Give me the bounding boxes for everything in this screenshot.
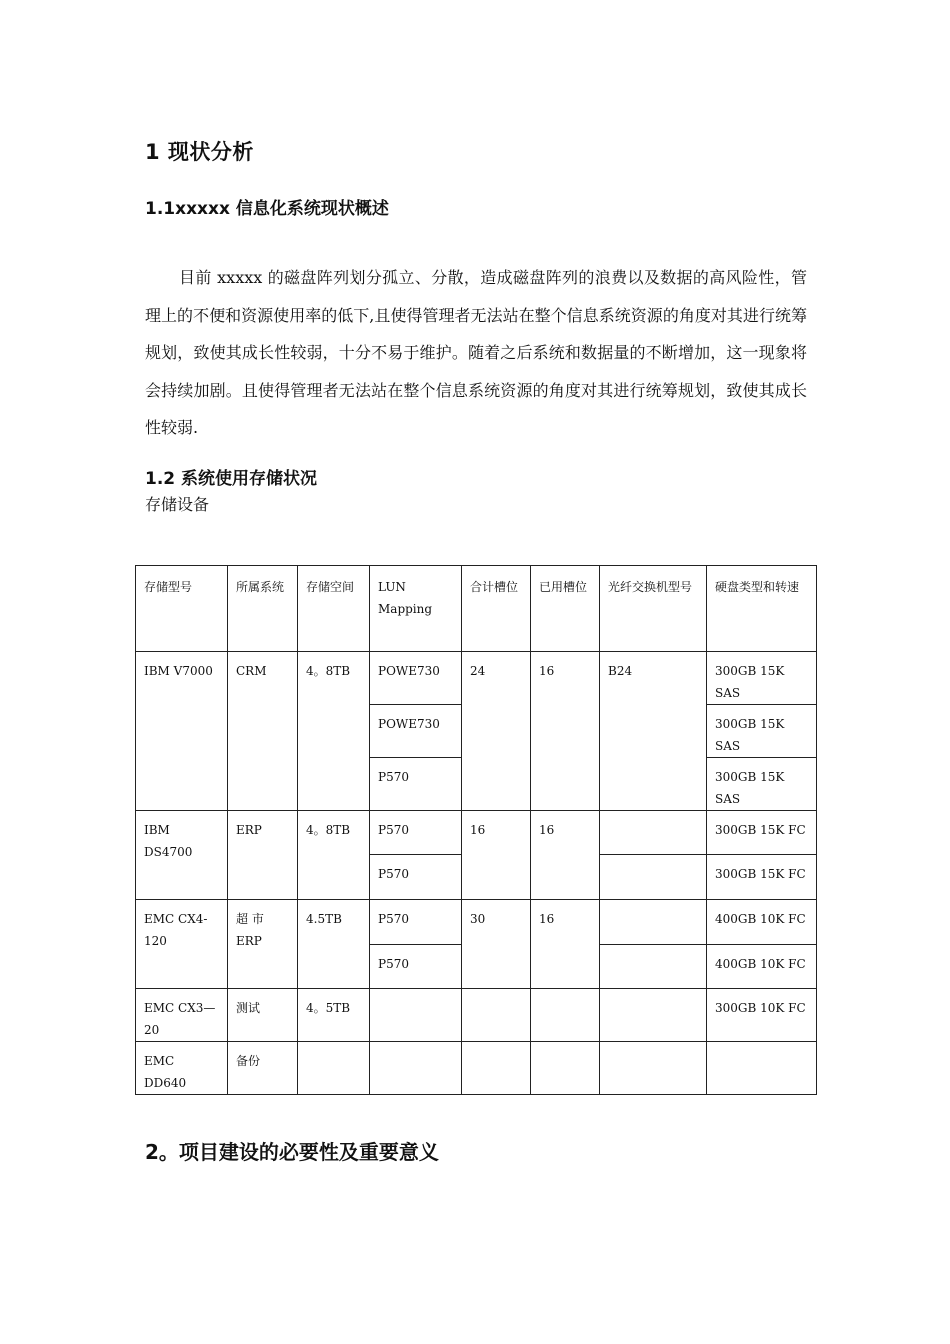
disk-cell: 400GB 10K FC (707, 900, 817, 945)
space-cell: 4。8TB (298, 811, 370, 900)
space-cell (298, 1042, 370, 1095)
model-cell: EMC CX3—20 (136, 989, 228, 1042)
section-2-heading: 2。项目建设的必要性及重要意义 (145, 1140, 439, 1164)
table-header-row (136, 566, 817, 652)
total-slots-cell: 16 (462, 811, 531, 900)
used-slots-cell: 16 (531, 900, 600, 989)
system-cell: ERP (228, 811, 298, 900)
system-cell: 超 市 ERP (228, 900, 298, 989)
header-cell: LUN Mapping (370, 566, 462, 652)
system-cell: CRM (228, 652, 298, 811)
switch-cell (600, 900, 707, 945)
switch-cell (600, 989, 707, 1042)
header-cell: 硬盘类型和转速 (707, 566, 817, 652)
lun-cell: P570 (370, 855, 462, 900)
lun-cell: POWE730 (370, 705, 462, 758)
disk-cell: 300GB 15K SAS (707, 652, 817, 705)
switch-cell (600, 945, 707, 989)
used-slots-cell: 16 (531, 652, 600, 811)
model-cell: EMC CX4-120 (136, 900, 228, 989)
section-1-1-paragraph: 目前 xxxxx 的磁盘阵列划分孤立、分散，造成磁盘阵列的浪费以及数据的高风险性，管理上的不便和资源使用率的低下,且使得管理者无法站在整个信息系统资源的角度对其进行统筹规划，致使其成长性较弱，十分不易于维护。随着之后系统和数据量的不断增加，这一现象将会持续加剧。且使得管理者无法站在整个信息系统资源的角度对其进行统筹规划，致使其成长性较弱. (145, 268, 807, 437)
header-cell: 光纤交换机型号 (600, 566, 707, 652)
total-slots-cell (462, 989, 531, 1042)
total-slots-cell: 30 (462, 900, 531, 989)
lun-cell (370, 989, 462, 1042)
space-cell: 4。5TB (298, 989, 370, 1042)
header-cell: 已用槽位 (531, 566, 600, 652)
lun-cell (370, 1042, 462, 1095)
table-row (136, 652, 817, 705)
system-cell: 测试 (228, 989, 298, 1042)
switch-cell: B24 (600, 652, 707, 811)
total-slots-cell (462, 1042, 531, 1095)
lun-cell: POWE730 (370, 652, 462, 705)
header-cell: 存储型号 (136, 566, 228, 652)
storage-devices-label: 存储设备 (145, 495, 210, 514)
section-1-1-heading: 1.1xxxxx 信息化系统现状概述 (145, 199, 389, 219)
table-row (136, 989, 817, 1042)
model-cell: EMC DD640 (136, 1042, 228, 1095)
section-1-2-heading: 1.2 系统使用存储状况 (145, 469, 318, 489)
system-cell: 备份 (228, 1042, 298, 1095)
model-cell: IBM V7000 (136, 652, 228, 811)
lun-cell: P570 (370, 900, 462, 945)
disk-cell: 300GB 15K SAS (707, 705, 817, 758)
storage-table (135, 565, 817, 1095)
switch-cell (600, 855, 707, 900)
disk-cell: 400GB 10K FC (707, 945, 817, 989)
header-cell: 所属系统 (228, 566, 298, 652)
space-cell: 4.5TB (298, 900, 370, 989)
lun-cell: P570 (370, 945, 462, 989)
disk-cell: 300GB 15K SAS (707, 758, 817, 811)
space-cell: 4。8TB (298, 652, 370, 811)
lun-cell: P570 (370, 811, 462, 855)
disk-cell (707, 1042, 817, 1095)
header-cell: 存储空间 (298, 566, 370, 652)
table-row (136, 811, 817, 855)
disk-cell: 300GB 15K FC (707, 811, 817, 855)
total-slots-cell: 24 (462, 652, 531, 811)
switch-cell (600, 1042, 707, 1095)
table-row (136, 1042, 817, 1095)
switch-cell (600, 811, 707, 855)
header-cell: 合计槽位 (462, 566, 531, 652)
model-cell: IBM DS4700 (136, 811, 228, 900)
disk-cell: 300GB 15K FC (707, 855, 817, 900)
used-slots-cell: 16 (531, 811, 600, 900)
lun-cell: P570 (370, 758, 462, 811)
section-1-heading: 1 现状分析 (145, 140, 254, 164)
used-slots-cell (531, 1042, 600, 1095)
table-row (136, 900, 817, 945)
used-slots-cell (531, 989, 600, 1042)
disk-cell: 300GB 10K FC (707, 989, 817, 1042)
